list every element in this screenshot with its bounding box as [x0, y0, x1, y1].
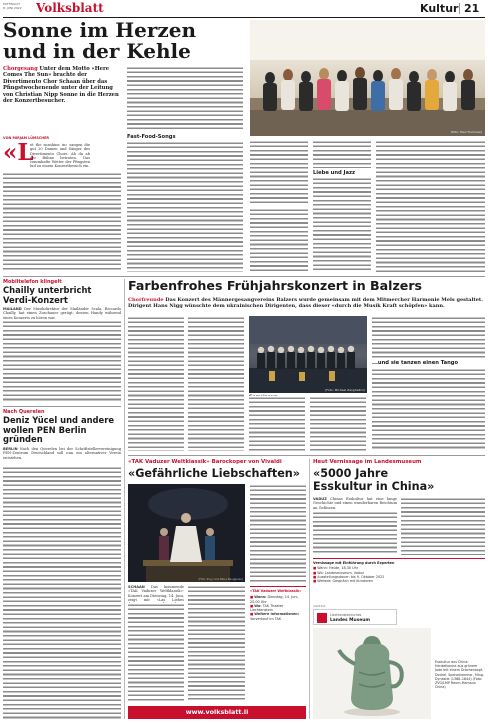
- tak-fact-3-label: Weitere Informationen:: [254, 612, 300, 617]
- balzers-photo-credit: (Foto: Michael Zanghellini): [325, 388, 365, 392]
- balzers-headline: Farbenfrohes Frühjahrskonzert in Balzers: [128, 278, 423, 293]
- tak-photo-credit: (Foto: Zvg / Aris Nikos Beuggeren): [198, 578, 243, 581]
- sidebar1-text-lead: MAILAND: [3, 307, 22, 311]
- museum-headline-line1: «5000 Jahre: [313, 467, 389, 480]
- sidebar1-text: [3, 307, 121, 319]
- lead-col2-text-a: [127, 66, 243, 131]
- tak-fact-2-value: TAK Theater Liechtenstein: [250, 603, 284, 613]
- balzers-col5-text-b: [372, 368, 485, 451]
- balzers-photo-illustration: [249, 316, 367, 393]
- museum-col2-text: [401, 497, 485, 555]
- page-number: 21: [464, 2, 480, 15]
- lead-subhead-jazz: Liebe und Jazz: [313, 170, 356, 176]
- tak-fact-1-label: Wann:: [254, 595, 267, 600]
- balzers-intro-text: Das Konzert des Männergesangvereins Balzers wurde gemeinsam mit dem Mitmercher Harmonie Mels gestaltet. Dirigent Hans Nigg wünschte dem ukrainischen Dirigenten, dass dieser «durch die Musik Kraft schöpfen» kann.: [128, 297, 483, 310]
- sidebar2-title: Deniz Yücel und andere wollen PEN Berlin gründen: [3, 415, 115, 445]
- balzers-col1-text: [128, 316, 184, 451]
- lead-dropcap: «L: [3, 139, 34, 166]
- museum-events-title: Vernissage mit Einführung durch Experten: [313, 561, 395, 565]
- sidebar2-text-body: Nach den Querelen bei der Schriftstellervereinigung PEN-Zentrum Deutschland soll nun ein alternativer Verein entstehen.: [3, 447, 121, 460]
- museum-para1-text: Chinas Esskultur hat eine lange Geschichte und einen wunderbaren Reichtum an Gefässen.: [313, 497, 397, 510]
- museum-headline-line2: Esskultur in China»: [313, 480, 435, 493]
- museum-event-1: ■ Wann: Heute, 18.30 Uhr: [313, 566, 359, 571]
- museum-para1-lead: VADUZ: [313, 497, 327, 501]
- museum-headline: [313, 467, 485, 493]
- balzers-intro-kicker: Chorfreunde: [128, 297, 164, 303]
- lead-headline-line1: Sonne im Herzen: [3, 18, 197, 42]
- divider-balzers: [128, 455, 485, 456]
- lead-intro-text: Unter dem Motto «Here Comes The Sun» brachte der Divertimento Chor Schaan über das Pfingstwochenende unter der Leitung von Christian Nipp Sonne in die Herzen der Konzertbesucher.: [3, 66, 119, 105]
- museum-events: [313, 558, 485, 602]
- sidebar1-kicker: Mobiltelefon klingelt: [3, 279, 62, 285]
- lead-intro-kicker: Chorgesang: [3, 66, 38, 72]
- lead-byline: VON MIRJAM LÜMSCHER: [3, 136, 50, 140]
- tak-factbox: [250, 586, 306, 701]
- tak-fact-1-value: Dienstag, 14. Juni, 20.00 Uhr: [250, 595, 299, 604]
- tak-col1-text: [128, 603, 184, 701]
- sidebar2-kicker: Nach Querelen: [3, 409, 45, 415]
- museum-photo: [313, 628, 431, 719]
- museum-event-4: ■ Weitere: Gespräch mit Kuratoren: [313, 579, 373, 584]
- balzers-col5-text-a: [372, 316, 485, 358]
- lead-col3-text-b: [313, 140, 371, 168]
- museum-kicker: Heut Vernissage im Landesmuseum: [313, 459, 422, 465]
- lead-subhead-fastfood: Fast-Food-Songs: [127, 134, 176, 140]
- museum-event-2: ■ Wo: Landesmuseum, Vaduz: [313, 570, 364, 575]
- museum-photo-illustration: [313, 628, 431, 719]
- museum-photo-caption: Esskultur aus China: Henkelkanne aus grünem Jade mit einem Drachenkopf-Deckel. Speisekammer, Ming-Dynastie (1368–1644) (Foto: ZVG/LMP Raum-Mamoun China): [435, 660, 484, 690]
- tak-fact-3-value: Vorverkauf im TAK: [250, 616, 282, 621]
- section-title: Kultur: [420, 2, 459, 15]
- divider-lead: [3, 276, 485, 277]
- sidebar1-title: Chailly unterbricht Verdi-Konzert: [3, 285, 92, 305]
- balzers-intro: [128, 297, 485, 309]
- lead-headline: [3, 20, 228, 62]
- tak-col1b-text: [188, 585, 245, 701]
- sidebar2-text-lead: BERLIN: [3, 447, 18, 451]
- museum-logo[interactable]: [313, 609, 397, 625]
- sidebar-column-rule: [124, 279, 125, 719]
- masthead-paper: Volksblatt: [36, 1, 104, 15]
- lead-col1-text: [3, 172, 121, 272]
- museum-event-1-text: Wann: Heute, 18.30 Uhr: [317, 566, 359, 571]
- sidebar-divider: [3, 406, 121, 407]
- tak-col2-text: [250, 484, 306, 582]
- tak-factbox-title: «TAK Vaduzer Weltklassik»: [250, 589, 302, 593]
- masthead-date-value: 8. JUNI 2022: [3, 5, 22, 10]
- section-divider: [459, 3, 460, 14]
- museum-logo-line1: Liechtensteinisches: [330, 613, 362, 617]
- sidebar1-body: [3, 320, 121, 403]
- museum-event-3-text: Ausstellungsdauer: bis 9. Oktober 2022: [317, 574, 385, 579]
- lead-intro: [3, 66, 123, 104]
- tak-photo: [128, 484, 245, 582]
- tak-website-link[interactable]: www.volksblatt.li: [185, 708, 249, 716]
- lead-col3-text-c: [313, 177, 371, 272]
- tak-para1: [128, 585, 184, 602]
- tak-fact-1: ■ Wann: Dienstag, 14. Juni, 20.00 Uhr: [250, 595, 299, 604]
- tak-fact-2-label: Wo:: [254, 603, 262, 608]
- museum-para1: [313, 497, 397, 510]
- tak-headline: «Gefährliche Liebschaften»: [128, 467, 301, 480]
- choir-photo-credit: (Foto: Paul Trummer): [450, 130, 482, 134]
- tak-website-banner[interactable]: [128, 706, 306, 719]
- museum-event-3: ■ Ausstellungsdauer: bis 9. Oktober 2022: [313, 574, 385, 579]
- balzers-col2-text: [188, 316, 244, 451]
- balzers-subhead-tango: ...und sie tanzen einen Tango: [372, 360, 459, 366]
- sidebar1-text-body: Der Musikdirektor der Mailänder Scala, Riccardo Chailly, hat einen Zuschauer gerügt, dessen Handy während eines Konzerts zu hören war.: [3, 307, 121, 320]
- lead-col3-text-a: [250, 140, 308, 205]
- lead-col3-text-d: [250, 208, 308, 272]
- museum-logo-line2: Landes Museum: [330, 618, 370, 623]
- lead-headline-line2: und in der Kehle: [3, 39, 191, 63]
- museum-logo-mark: [317, 613, 327, 623]
- lead-para1: et the sunshine in» sangen die gut 20 Damen und Sänger des Divertimento Chors. Ab da ab der Bühne betraten. Das traumhafte Wetter der Pfingsten lud zu einem Konzertbesuch ein.: [30, 143, 90, 169]
- lead-col4-text: [376, 140, 485, 272]
- tak-para1-lead: SCHAAN: [128, 585, 145, 589]
- tak-kicker: «TAK Vaduzer Weltklassik» Barockoper von Vivaldi: [128, 459, 282, 465]
- balzers-col4-text: [310, 396, 366, 451]
- tak-fact-2: ■ Wo: TAK Theater Liechtenstein: [250, 603, 284, 613]
- tak-fact-3: ■ Weitere Informationen: Vorverkauf im TAK: [250, 612, 300, 621]
- balzers-photo: [249, 316, 367, 393]
- lead-col2-text-b: [127, 141, 243, 272]
- museum-event-4-text: Weitere: Gespräch mit Kuratoren: [317, 579, 373, 584]
- balzers-col3-text: [249, 396, 305, 451]
- choir-photo: [250, 20, 485, 136]
- museum-col1-text: [313, 511, 397, 555]
- masthead-date: [3, 3, 33, 10]
- masthead-weekday: MITTWOCH: [3, 2, 20, 6]
- sidebar2-body: [3, 466, 121, 719]
- tak-photo-illustration: [128, 484, 245, 582]
- choir-photo-illustration: [250, 20, 485, 136]
- sidebar2-text: [3, 447, 121, 464]
- tak-para1-text: Das kommende «TAK Vaduzer Weltklassik»-Konzert am Dienstag, 14. Juni, zeigt mit «Las Liebes: [128, 585, 184, 602]
- tak-museum-rule: [309, 459, 310, 719]
- museum-ad-label: ANZEIGE: [313, 604, 326, 608]
- museum-event-2-text: Wo: Landesmuseum, Vaduz: [317, 570, 364, 575]
